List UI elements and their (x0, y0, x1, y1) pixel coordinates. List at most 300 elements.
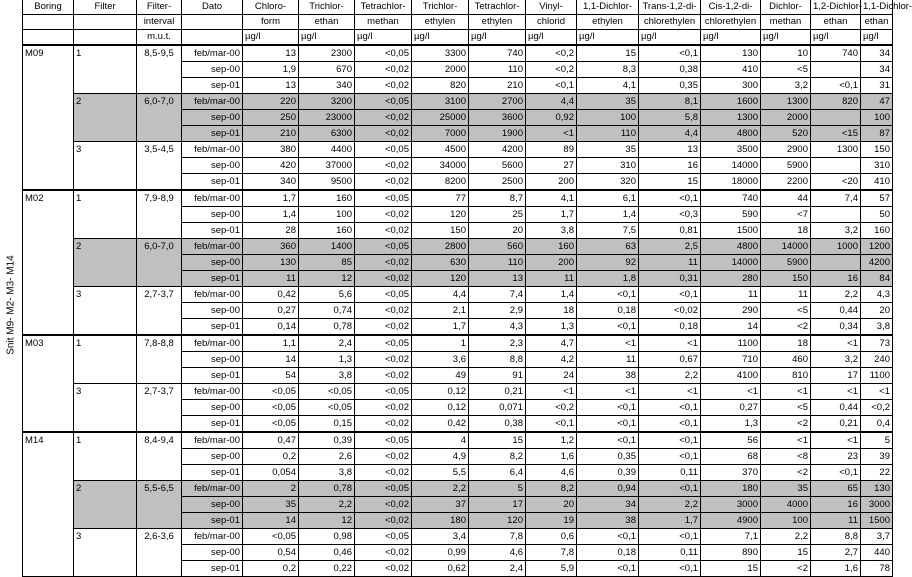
value-cell[interactable]: 1,6 (811, 561, 861, 577)
value-cell[interactable]: 4 (412, 432, 469, 449)
value-cell[interactable]: 0,054 (243, 465, 299, 481)
filter-cell[interactable]: 1 (74, 190, 137, 239)
value-cell[interactable]: 13 (243, 45, 299, 62)
value-cell[interactable]: <0,02 (355, 126, 412, 142)
boring-cell[interactable]: M02 (23, 190, 74, 335)
boring-cell[interactable]: M14 (23, 432, 74, 577)
value-cell[interactable]: 34 (861, 45, 893, 62)
value-cell[interactable]: <0,05 (355, 287, 412, 303)
value-cell[interactable]: <0,1 (811, 465, 861, 481)
value-cell[interactable]: 49 (412, 368, 469, 384)
value-cell[interactable]: 250 (243, 110, 299, 126)
value-cell[interactable]: 0,21 (469, 384, 526, 400)
date-cell[interactable]: sep-01 (182, 271, 243, 287)
value-cell[interactable]: 2,2 (811, 287, 861, 303)
value-cell[interactable]: 0,2 (243, 449, 299, 465)
value-cell[interactable]: 120 (469, 513, 526, 529)
value-cell[interactable]: 110 (469, 255, 526, 271)
value-cell[interactable]: 7000 (412, 126, 469, 142)
value-cell[interactable]: 1,3 (299, 352, 355, 368)
header-cell[interactable]: 1,1-Dichlor- (577, 0, 639, 15)
header-cell[interactable]: µg/l (412, 30, 469, 46)
value-cell[interactable]: 12 (299, 271, 355, 287)
value-cell[interactable]: 3000 (861, 497, 893, 513)
value-cell[interactable]: 2,2 (761, 529, 811, 545)
value-cell[interactable]: 15 (577, 45, 639, 62)
value-cell[interactable]: 8,7 (469, 190, 526, 207)
interval-cell[interactable]: 2,6-3,6 (137, 529, 182, 577)
header-cell[interactable]: µg/l (469, 30, 526, 46)
value-cell[interactable]: 3000 (701, 497, 761, 513)
value-cell[interactable]: 150 (412, 223, 469, 239)
value-cell[interactable]: 5 (469, 481, 526, 497)
interval-cell[interactable]: 3,5-4,5 (137, 142, 182, 191)
value-cell[interactable]: 7,8 (526, 545, 577, 561)
value-cell[interactable]: 2000 (412, 62, 469, 78)
value-cell[interactable]: 520 (761, 126, 811, 142)
value-cell[interactable]: 2800 (412, 239, 469, 255)
value-cell[interactable]: 820 (412, 78, 469, 94)
value-cell[interactable]: 290 (701, 303, 761, 319)
value-cell[interactable]: 0,18 (577, 545, 639, 561)
value-cell[interactable]: <0,1 (639, 481, 701, 497)
value-cell[interactable]: 15 (761, 545, 811, 561)
header-cell[interactable]: ethan (299, 15, 355, 30)
value-cell[interactable]: <1 (577, 335, 639, 352)
value-cell[interactable]: 20 (469, 223, 526, 239)
value-cell[interactable]: 34 (861, 62, 893, 78)
interval-cell[interactable]: 5,5-6,5 (137, 481, 182, 529)
date-cell[interactable]: sep-00 (182, 449, 243, 465)
value-cell[interactable]: 0,78 (299, 481, 355, 497)
value-cell[interactable]: 0,78 (299, 319, 355, 336)
value-cell[interactable]: 2,1 (412, 303, 469, 319)
date-cell[interactable]: feb/mar-00 (182, 384, 243, 400)
value-cell[interactable]: 6,4 (469, 465, 526, 481)
value-cell[interactable]: <2 (761, 561, 811, 577)
header-cell[interactable]: Filter- (137, 0, 182, 15)
header-cell[interactable]: µg/l (701, 30, 761, 46)
value-cell[interactable]: 740 (701, 190, 761, 207)
value-cell[interactable]: 7,4 (469, 287, 526, 303)
value-cell[interactable]: <0,1 (639, 400, 701, 416)
value-cell[interactable]: 4200 (469, 142, 526, 158)
value-cell[interactable]: 54 (243, 368, 299, 384)
value-cell[interactable]: 0,11 (639, 465, 701, 481)
value-cell[interactable]: 28 (243, 223, 299, 239)
value-cell[interactable]: 560 (469, 239, 526, 255)
value-cell[interactable]: 38 (577, 513, 639, 529)
value-cell[interactable]: 420 (243, 158, 299, 174)
value-cell[interactable]: 1900 (469, 126, 526, 142)
value-cell[interactable]: 100 (861, 110, 893, 126)
header-cell[interactable]: interval (137, 15, 182, 30)
value-cell[interactable]: 1100 (861, 368, 893, 384)
value-cell[interactable]: 340 (299, 78, 355, 94)
value-cell[interactable]: 4,7 (526, 335, 577, 352)
date-cell[interactable]: sep-00 (182, 255, 243, 271)
value-cell[interactable]: 320 (577, 174, 639, 191)
value-cell[interactable]: 89 (526, 142, 577, 158)
value-cell[interactable]: 0,21 (811, 416, 861, 433)
value-cell[interactable]: 410 (701, 62, 761, 78)
value-cell[interactable]: 0,31 (639, 271, 701, 287)
value-cell[interactable]: 810 (761, 368, 811, 384)
value-cell[interactable] (811, 158, 861, 174)
value-cell[interactable]: 85 (299, 255, 355, 271)
value-cell[interactable]: <0,05 (355, 190, 412, 207)
value-cell[interactable]: 160 (299, 223, 355, 239)
value-cell[interactable]: 0,99 (412, 545, 469, 561)
value-cell[interactable]: 1500 (701, 223, 761, 239)
value-cell[interactable]: 7,1 (701, 529, 761, 545)
boring-cell[interactable]: M09 (23, 45, 74, 190)
date-cell[interactable]: sep-01 (182, 561, 243, 577)
value-cell[interactable]: 27 (526, 158, 577, 174)
value-cell[interactable]: 1 (412, 335, 469, 352)
value-cell[interactable]: <0,02 (355, 303, 412, 319)
value-cell[interactable]: <0,1 (811, 78, 861, 94)
filter-cell[interactable]: 2 (74, 239, 137, 287)
value-cell[interactable]: 2,3 (469, 335, 526, 352)
header-cell[interactable]: µg/l (299, 30, 355, 46)
value-cell[interactable]: 4200 (861, 255, 893, 271)
value-cell[interactable]: 3,8 (299, 465, 355, 481)
value-cell[interactable]: 4,4 (639, 126, 701, 142)
value-cell[interactable]: 4,6 (526, 465, 577, 481)
value-cell[interactable]: <0,3 (639, 207, 701, 223)
header-cell[interactable]: Boring (23, 0, 74, 15)
value-cell[interactable]: 0,11 (639, 545, 701, 561)
value-cell[interactable]: 15 (469, 432, 526, 449)
interval-cell[interactable]: 8,5-9,5 (137, 45, 182, 94)
value-cell[interactable]: <0,1 (526, 416, 577, 433)
value-cell[interactable]: 0,27 (701, 400, 761, 416)
value-cell[interactable]: <2 (761, 416, 811, 433)
value-cell[interactable]: 4400 (299, 142, 355, 158)
value-cell[interactable]: <0,02 (355, 449, 412, 465)
date-cell[interactable]: feb/mar-00 (182, 432, 243, 449)
date-cell[interactable]: sep-00 (182, 545, 243, 561)
value-cell[interactable]: 37000 (299, 158, 355, 174)
value-cell[interactable]: 14 (243, 352, 299, 368)
value-cell[interactable]: <0,02 (355, 110, 412, 126)
value-cell[interactable]: 380 (243, 142, 299, 158)
value-cell[interactable]: 110 (469, 62, 526, 78)
header-cell[interactable]: Dato (182, 0, 243, 15)
value-cell[interactable]: 1300 (811, 142, 861, 158)
value-cell[interactable]: <1 (811, 432, 861, 449)
value-cell[interactable]: <0,1 (639, 432, 701, 449)
value-cell[interactable]: 87 (861, 126, 893, 142)
date-cell[interactable]: sep-01 (182, 368, 243, 384)
value-cell[interactable]: 10 (761, 45, 811, 62)
value-cell[interactable]: <0,05 (243, 529, 299, 545)
value-cell[interactable]: 2,9 (469, 303, 526, 319)
value-cell[interactable]: 890 (701, 545, 761, 561)
value-cell[interactable]: 0,39 (577, 465, 639, 481)
value-cell[interactable]: 310 (861, 158, 893, 174)
value-cell[interactable]: 0,94 (577, 481, 639, 497)
value-cell[interactable]: 4,2 (526, 352, 577, 368)
date-cell[interactable]: sep-00 (182, 158, 243, 174)
value-cell[interactable]: <0,02 (355, 223, 412, 239)
value-cell[interactable]: 160 (299, 190, 355, 207)
value-cell[interactable]: <5 (761, 303, 811, 319)
header-cell[interactable]: chlorid (526, 15, 577, 30)
value-cell[interactable]: 63 (577, 239, 639, 255)
value-cell[interactable]: 20 (526, 497, 577, 513)
value-cell[interactable]: 23 (811, 449, 861, 465)
value-cell[interactable]: 14000 (761, 239, 811, 255)
value-cell[interactable]: 1,4 (243, 207, 299, 223)
filter-cell[interactable]: 3 (74, 287, 137, 336)
value-cell[interactable]: 25 (469, 207, 526, 223)
header-cell[interactable] (23, 30, 74, 46)
header-cell[interactable]: Tetrachlor- (469, 0, 526, 15)
value-cell[interactable]: 4000 (761, 497, 811, 513)
date-cell[interactable]: feb/mar-00 (182, 142, 243, 158)
value-cell[interactable]: 91 (469, 368, 526, 384)
value-cell[interactable]: 31 (861, 78, 893, 94)
value-cell[interactable]: 1,2 (526, 432, 577, 449)
value-cell[interactable]: 2,2 (639, 497, 701, 513)
date-cell[interactable]: feb/mar-00 (182, 529, 243, 545)
value-cell[interactable]: 820 (811, 94, 861, 110)
value-cell[interactable]: 3,8 (526, 223, 577, 239)
value-cell[interactable]: 4800 (701, 126, 761, 142)
value-cell[interactable]: <0,1 (639, 529, 701, 545)
header-cell[interactable]: chlorethylen (639, 15, 701, 30)
value-cell[interactable]: <1 (526, 126, 577, 142)
value-cell[interactable]: <0,1 (577, 432, 639, 449)
value-cell[interactable]: 4900 (701, 513, 761, 529)
value-cell[interactable]: <0,05 (243, 400, 299, 416)
value-cell[interactable]: 16 (811, 271, 861, 287)
value-cell[interactable]: <0,05 (243, 416, 299, 433)
value-cell[interactable]: 44 (761, 190, 811, 207)
value-cell[interactable]: 3100 (412, 94, 469, 110)
value-cell[interactable]: 4800 (701, 239, 761, 255)
value-cell[interactable]: 1,8 (577, 271, 639, 287)
value-cell[interactable]: 4,1 (577, 78, 639, 94)
value-cell[interactable]: 0,62 (412, 561, 469, 577)
value-cell[interactable]: <1 (811, 384, 861, 400)
value-cell[interactable]: <7 (761, 207, 811, 223)
value-cell[interactable]: 0,22 (299, 561, 355, 577)
date-cell[interactable]: sep-01 (182, 319, 243, 336)
value-cell[interactable]: 5 (861, 432, 893, 449)
value-cell[interactable]: <1 (526, 384, 577, 400)
value-cell[interactable]: <1 (761, 432, 811, 449)
value-cell[interactable]: 14000 (701, 255, 761, 271)
value-cell[interactable]: 17 (811, 368, 861, 384)
value-cell[interactable]: <0,05 (355, 384, 412, 400)
value-cell[interactable]: 1,1 (243, 335, 299, 352)
value-cell[interactable]: 210 (469, 78, 526, 94)
value-cell[interactable]: 0,15 (299, 416, 355, 433)
value-cell[interactable]: 1,4 (526, 287, 577, 303)
value-cell[interactable]: 130 (243, 255, 299, 271)
value-cell[interactable]: 11 (243, 271, 299, 287)
value-cell[interactable]: 2,2 (412, 481, 469, 497)
value-cell[interactable]: 7,5 (577, 223, 639, 239)
date-cell[interactable]: feb/mar-00 (182, 94, 243, 110)
interval-cell[interactable]: 2,7-3,7 (137, 287, 182, 336)
header-cell[interactable]: µg/l (861, 30, 893, 46)
value-cell[interactable] (811, 110, 861, 126)
value-cell[interactable]: 24 (526, 368, 577, 384)
header-cell[interactable]: Trichlor- (299, 0, 355, 15)
value-cell[interactable]: 8,3 (577, 62, 639, 78)
value-cell[interactable]: 1,6 (526, 449, 577, 465)
value-cell[interactable]: 5,8 (639, 110, 701, 126)
value-cell[interactable]: 2,2 (639, 368, 701, 384)
value-cell[interactable]: 2300 (299, 45, 355, 62)
value-cell[interactable]: 460 (761, 352, 811, 368)
header-cell[interactable] (74, 15, 137, 30)
value-cell[interactable]: 1200 (861, 239, 893, 255)
header-cell[interactable]: chlorethylen (701, 15, 761, 30)
value-cell[interactable]: <0,02 (355, 465, 412, 481)
value-cell[interactable]: 1000 (811, 239, 861, 255)
header-cell[interactable]: form (243, 15, 299, 30)
value-cell[interactable]: 2,5 (639, 239, 701, 255)
value-cell[interactable] (811, 207, 861, 223)
value-cell[interactable]: 20 (861, 303, 893, 319)
value-cell[interactable]: 4,4 (412, 287, 469, 303)
value-cell[interactable]: 4,9 (412, 449, 469, 465)
header-cell[interactable]: ethylen (412, 15, 469, 30)
value-cell[interactable]: 1,7 (639, 513, 701, 529)
value-cell[interactable]: <8 (761, 449, 811, 465)
value-cell[interactable]: 13 (639, 142, 701, 158)
value-cell[interactable]: 9500 (299, 174, 355, 191)
value-cell[interactable]: 0,6 (526, 529, 577, 545)
header-cell[interactable]: Chloro- (243, 0, 299, 15)
value-cell[interactable]: 0,46 (299, 545, 355, 561)
filter-cell[interactable]: 2 (74, 481, 137, 529)
value-cell[interactable]: 2,4 (299, 335, 355, 352)
value-cell[interactable]: 1600 (701, 94, 761, 110)
date-cell[interactable]: sep-01 (182, 513, 243, 529)
date-cell[interactable]: sep-00 (182, 62, 243, 78)
value-cell[interactable]: 160 (861, 223, 893, 239)
value-cell[interactable]: 3200 (299, 94, 355, 110)
value-cell[interactable]: 3300 (412, 45, 469, 62)
value-cell[interactable]: 5900 (761, 158, 811, 174)
header-cell[interactable]: Trans-1,2-di- (639, 0, 701, 15)
value-cell[interactable] (811, 255, 861, 271)
value-cell[interactable]: 110 (577, 126, 639, 142)
value-cell[interactable]: <0,02 (355, 207, 412, 223)
value-cell[interactable]: 100 (761, 513, 811, 529)
value-cell[interactable]: 22 (861, 465, 893, 481)
value-cell[interactable]: 3,2 (811, 352, 861, 368)
value-cell[interactable]: 0,92 (526, 110, 577, 126)
value-cell[interactable]: 0,44 (811, 303, 861, 319)
value-cell[interactable]: <0,05 (355, 94, 412, 110)
value-cell[interactable]: <0,05 (355, 335, 412, 352)
header-cell[interactable]: µg/l (243, 30, 299, 46)
value-cell[interactable]: 38 (577, 368, 639, 384)
value-cell[interactable]: <0,02 (355, 78, 412, 94)
value-cell[interactable]: 19 (526, 513, 577, 529)
value-cell[interactable]: 740 (811, 45, 861, 62)
value-cell[interactable]: <0,02 (639, 303, 701, 319)
value-cell[interactable]: 13 (243, 78, 299, 94)
value-cell[interactable]: 35 (577, 142, 639, 158)
value-cell[interactable]: <0,02 (355, 255, 412, 271)
value-cell[interactable]: 2500 (469, 174, 526, 191)
value-cell[interactable]: <0,1 (577, 416, 639, 433)
value-cell[interactable]: <1 (811, 335, 861, 352)
value-cell[interactable] (811, 62, 861, 78)
value-cell[interactable]: <0,05 (299, 384, 355, 400)
date-cell[interactable]: sep-00 (182, 207, 243, 223)
value-cell[interactable]: 0,54 (243, 545, 299, 561)
header-cell[interactable]: µg/l (761, 30, 811, 46)
value-cell[interactable]: 65 (811, 481, 861, 497)
value-cell[interactable]: 0,35 (639, 78, 701, 94)
value-cell[interactable]: 8,8 (811, 529, 861, 545)
value-cell[interactable]: 590 (701, 207, 761, 223)
header-cell[interactable]: µg/l (639, 30, 701, 46)
value-cell[interactable]: <0,02 (355, 158, 412, 174)
value-cell[interactable]: 50 (861, 207, 893, 223)
value-cell[interactable]: 0,42 (243, 287, 299, 303)
value-cell[interactable]: 0,42 (412, 416, 469, 433)
value-cell[interactable]: 57 (861, 190, 893, 207)
value-cell[interactable]: 8,1 (639, 94, 701, 110)
value-cell[interactable]: <15 (811, 126, 861, 142)
header-cell[interactable]: Trichlor- (412, 0, 469, 15)
value-cell[interactable]: 17 (469, 497, 526, 513)
value-cell[interactable]: 6,1 (577, 190, 639, 207)
value-cell[interactable]: 16 (639, 158, 701, 174)
value-cell[interactable]: 370 (701, 465, 761, 481)
value-cell[interactable]: 0,98 (299, 529, 355, 545)
value-cell[interactable]: <0,1 (639, 416, 701, 433)
value-cell[interactable]: 3,6 (412, 352, 469, 368)
date-cell[interactable]: sep-01 (182, 126, 243, 142)
value-cell[interactable]: 150 (861, 142, 893, 158)
value-cell[interactable]: 0,34 (811, 319, 861, 336)
value-cell[interactable]: <20 (811, 174, 861, 191)
value-cell[interactable]: 0,18 (639, 319, 701, 336)
value-cell[interactable]: 100 (299, 207, 355, 223)
date-cell[interactable]: feb/mar-00 (182, 481, 243, 497)
value-cell[interactable]: 35 (761, 481, 811, 497)
header-cell[interactable]: methan (355, 15, 412, 30)
value-cell[interactable]: 3,2 (761, 78, 811, 94)
value-cell[interactable]: 18 (761, 335, 811, 352)
date-cell[interactable]: feb/mar-00 (182, 335, 243, 352)
value-cell[interactable]: 4100 (701, 368, 761, 384)
value-cell[interactable]: 0,81 (639, 223, 701, 239)
value-cell[interactable]: <0,05 (355, 142, 412, 158)
value-cell[interactable]: 5,6 (299, 287, 355, 303)
interval-cell[interactable]: 6,0-7,0 (137, 94, 182, 142)
value-cell[interactable]: 11 (639, 255, 701, 271)
value-cell[interactable]: <5 (761, 62, 811, 78)
value-cell[interactable]: 4,4 (526, 94, 577, 110)
filter-cell[interactable]: 1 (74, 45, 137, 94)
value-cell[interactable]: 120 (412, 271, 469, 287)
value-cell[interactable]: <0,2 (526, 45, 577, 62)
value-cell[interactable]: 11 (526, 271, 577, 287)
value-cell[interactable]: 670 (299, 62, 355, 78)
